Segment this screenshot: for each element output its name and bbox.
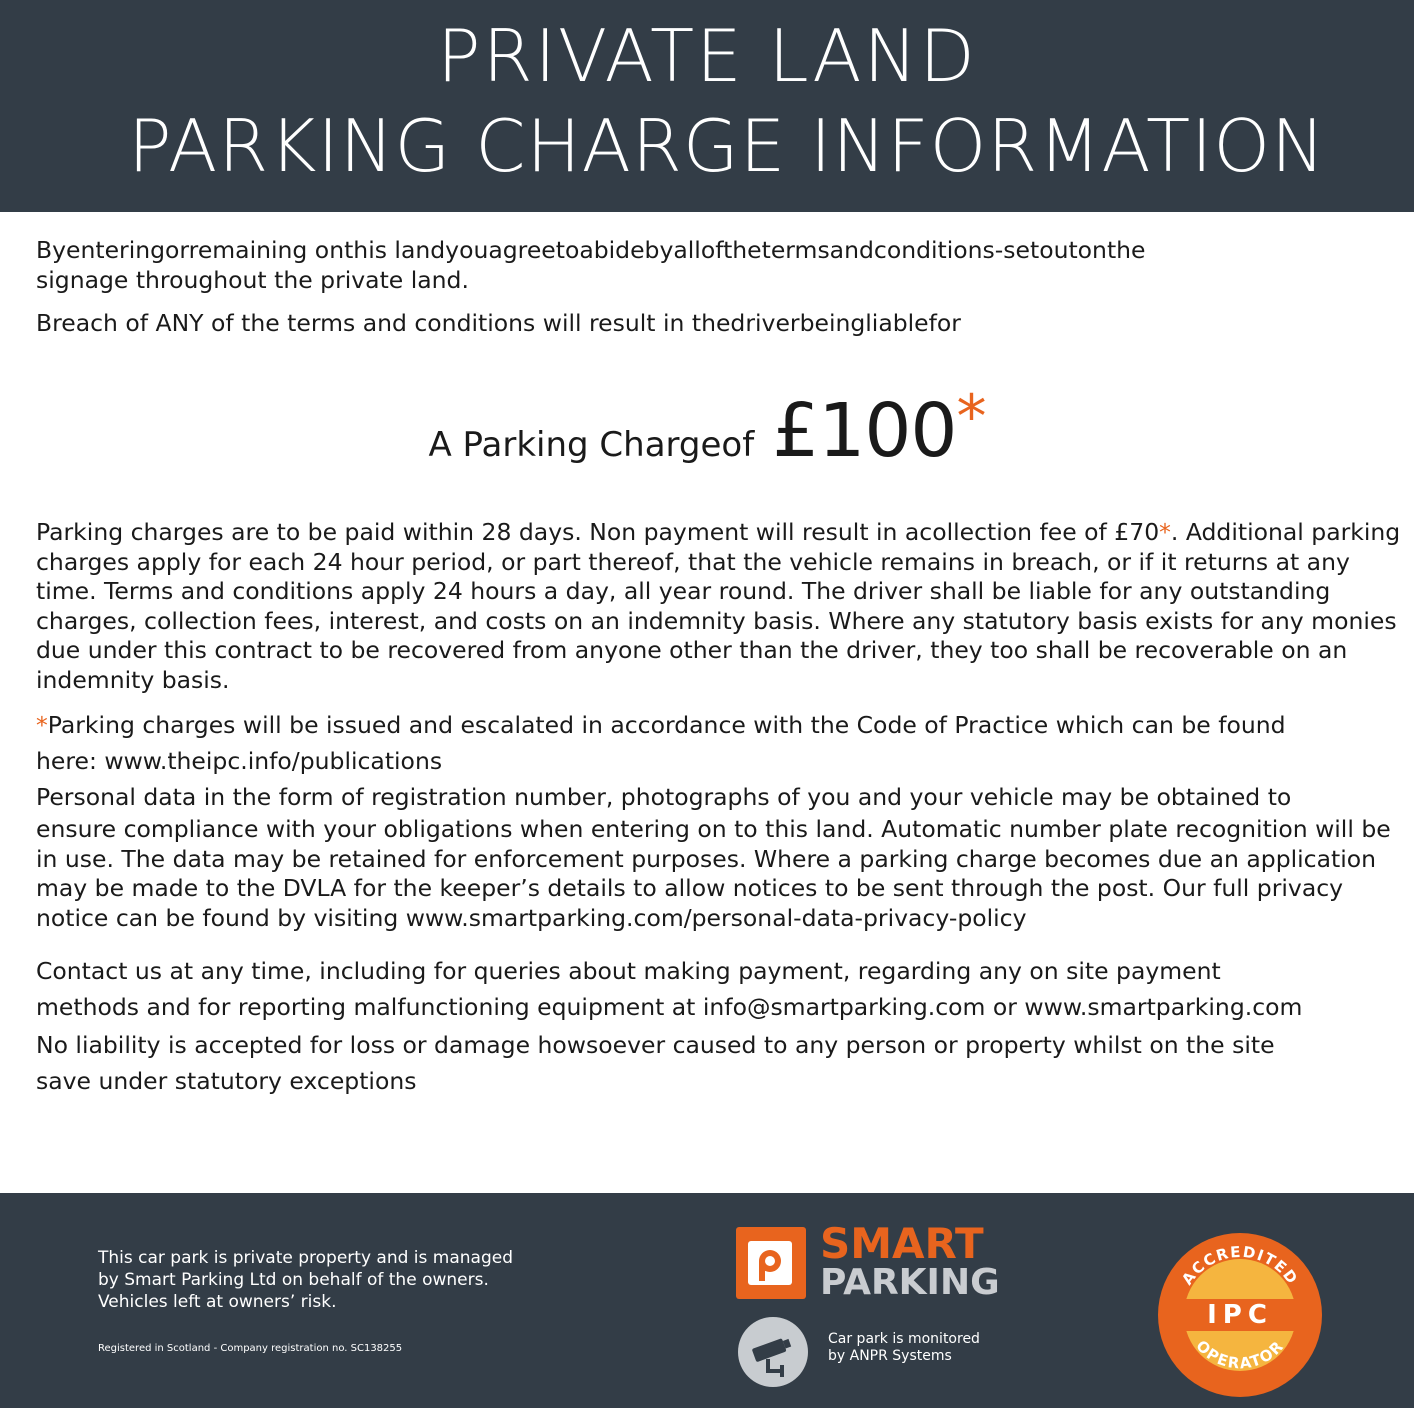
contact-text-a: Contact us at any time, including for queries about making payment, regarding any on site payment (36, 957, 1221, 985)
terms-paragraph-code (36, 707, 1406, 779)
owner-notice (98, 1247, 578, 1313)
code-text-b: here: www.theipc.info/publications (36, 747, 443, 775)
anpr-notice (828, 1331, 980, 1365)
anpr-line-2: by ANPR Systems (828, 1348, 952, 1364)
liability-text-a: No liability is accepted for loss or damage howsoever caused to any person or property whilst on the site (36, 1031, 1275, 1059)
owner-line-1: This car park is private property and is managed (98, 1248, 513, 1268)
header-banner (0, 0, 1414, 212)
payment-asterisk: * (1159, 518, 1171, 546)
charge-amount (772, 382, 986, 474)
payment-text-b: . Additional parking charges apply for each 24 hour period, or part thereof, that the vehicle remains in breach, or if it returns at any time. Terms and conditions apply 24 hours a day, all year round. The driver shall be liable for any outstanding charges, collection fees, interest, and costs on an indemnity basis. Where any statutory basis exists for any monies due under this contract to be recovered from anyone other than the driver, they too shall be recoverable on an indemnity basis. (36, 518, 1401, 694)
charge-asterisk: * (956, 382, 986, 452)
p-letter-icon (748, 1241, 792, 1285)
title-line-2: PARKING CHARGE INFORMATION (128, 104, 1326, 188)
badge-bottom-text: OPERATOR (1192, 1336, 1288, 1373)
liability-text-b: save under statutory exceptions (36, 1067, 417, 1095)
data-text-b: ensure compliance with your obligations when entering on to this land. Automatic number plate recognition will be in use. The data may be retained for enforcement purposes. Where a parking charge becomes due an application may be made to the DVLA for the keeper’s details to allow notices to be sent through the post. Our full privacy notice can be found by visiting www.smartparking.com/personal-data-privacy-policy (36, 815, 1391, 932)
badge-top-text: ACCREDITED (1178, 1242, 1302, 1289)
code-asterisk: * (36, 711, 48, 739)
smart-parking-p-icon (736, 1227, 806, 1299)
charge-label: A Parking Chargeof (428, 425, 755, 465)
ipc-accredited-badge-icon (1156, 1231, 1324, 1399)
terms-section (36, 518, 1406, 1099)
payment-text-a: Parking charges are to be paid within 28 days. Non payment will result in acollection fee of £70 (36, 518, 1160, 546)
contact-text-b: methods and for reporting malfunctioning equipment at info@smartparking.com or www.smartparking.com (36, 993, 1303, 1021)
code-text-a: Parking charges will be issued and escalated in accordance with the Code of Practice which can be found (47, 711, 1286, 739)
parking-charge-row (0, 382, 1414, 478)
logo-text-smart: SMART (820, 1219, 984, 1268)
intro-paragraph-1: Byenteringorremaining onthis landyouagreetoabidebyallofthetermsandconditions-setoutonthe signage throughout the private land. (36, 236, 1146, 294)
data-text-a: Personal data in the form of registration number, photographs of you and your vehicle may be obtained to (36, 783, 1292, 811)
charge-amount-value: £100 (772, 388, 957, 474)
registration-text: Registered in Scotland - Company registration no. SC138255 (98, 1343, 403, 1354)
owner-line-3: Vehicles left at owners’ risk. (98, 1292, 337, 1312)
terms-paragraph-liability (36, 1027, 1406, 1099)
terms-paragraph-payment (36, 518, 1406, 695)
intro-paragraph-2: Breach of ANY of the terms and conditions will result in thedriverbeingliablefor (36, 309, 961, 337)
title-line-1: PRIVATE LAND (437, 14, 977, 98)
terms-paragraph-contact (36, 953, 1406, 1025)
logo-text-parking: PARKING (820, 1262, 1000, 1303)
anpr-line-1: Car park is monitored (828, 1331, 980, 1347)
cctv-camera-icon (738, 1317, 808, 1387)
badge-mid-text: IPC (1207, 1300, 1273, 1330)
terms-paragraph-data (36, 779, 1406, 933)
intro-section (36, 236, 1396, 339)
owner-line-2: by Smart Parking Ltd on behalf of the owners. (98, 1270, 489, 1290)
footer-banner (0, 1193, 1414, 1408)
